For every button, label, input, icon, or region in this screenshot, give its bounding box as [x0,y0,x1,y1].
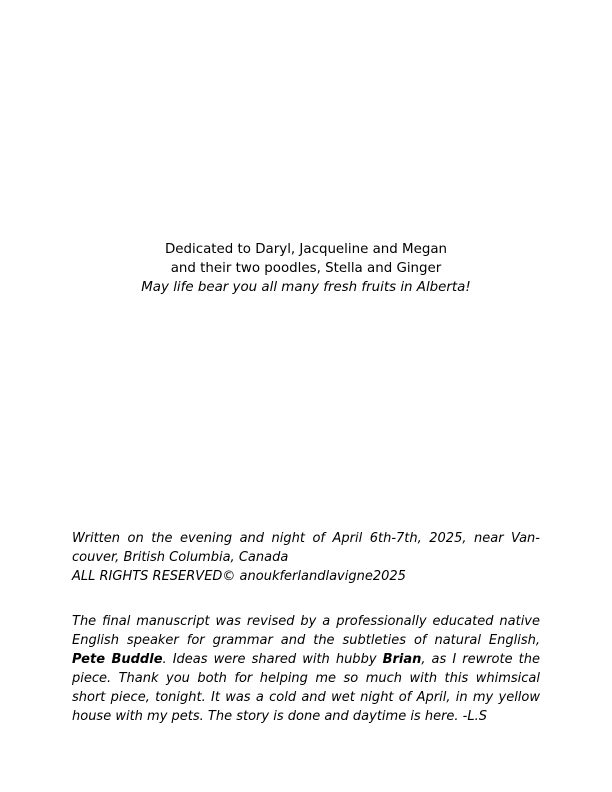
credits-line-6: house with my pets. The story is done and daytime is here. -L.S [72,709,488,724]
credits-line-1: The final manuscript was revised by a professionally educated native [72,614,540,629]
dedication-line-2: and their two poodles, Stella and Ginger [170,261,442,276]
copyright-line-2: couver, British Columbia, Canada [72,550,289,565]
dedication-line-1: Dedicated to Daryl, Jacqueline and Megan [164,242,448,257]
credits-paragraph [72,612,540,726]
dedication-block [0,240,612,297]
copyright-block [72,529,540,586]
credits-line-3-end: , as I rewrote the [421,652,540,667]
credits-line-3 [72,650,540,669]
credits-line-5: short piece, tonight. It was a cold and wet night of April, in my yellow [72,690,540,705]
copyright-line-1: Written on the evening and night of April 6th-7th, 2025, near Van- [72,531,540,546]
credits-line-2: English speaker for grammar and the subtleties of natural English, [72,633,540,648]
dedication-line-3: May life bear you all many fresh fruits in Alberta! [141,280,471,295]
credits-line-4: piece. Thank you both for helping me so much with this whimsical [72,671,540,686]
editor-name: Pete Buddle [72,652,163,667]
credits-line-3-mid: . Ideas were shared with hubby [162,652,383,667]
copyright-line-3: ALL RIGHTS RESERVED© anoukferlandlavigne2025 [72,569,406,584]
husband-name: Brian [382,652,422,667]
